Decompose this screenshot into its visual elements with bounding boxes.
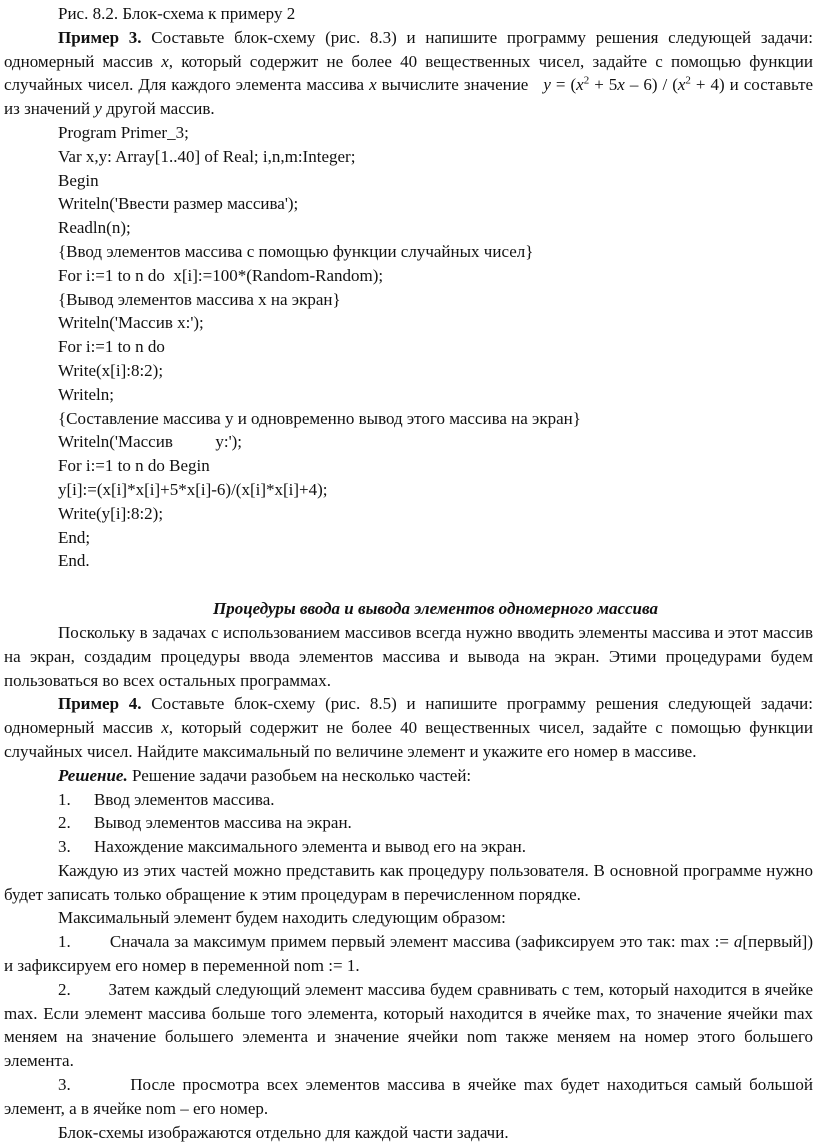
code-line: Writeln('Массив y:'); — [58, 432, 243, 452]
solution-label: Решение. — [58, 765, 128, 785]
code-line: For i:=1 to n do — [58, 337, 165, 357]
code-line: {Вывод элементов массива x на экран} — [58, 289, 341, 309]
example-4-paragraph: Пример 4. Составьте блок-схему (рис. 8.5) и напишите программу решения следующей задачи: одномерный массив x, который содержит не более 40 вещественных чисел, задайте с помощью функции случайных чисел. Найдите максимальный по величине элемент и укажите его номер в массиве. — [4, 694, 813, 761]
step-2-paragraph: 2. Затем каждый следующий элемент массива будем сравнивать с тем, который находится в ячейке max. Если элемент массива больше того элемента, который находится в ячейке max, то значение ячейки max меняем на значение большего элемента и значение ячейки nom также меняем на номер этого большего элемента. — [4, 979, 813, 1071]
list-item: 1. Ввод элементов массива. — [58, 789, 275, 809]
code-line: End; — [58, 527, 91, 547]
closing-paragraph: Блок-схемы изображаются отдельно для каждой части задачи. — [58, 1122, 509, 1142]
example-3-paragraph: Пример 3. Составьте блок-схему (рис. 8.3) и напишите программу решения следующей задачи: одномерный массив x, который содержит не более 40 вещественных чисел, задайте с помощью функции случайных чисел. Для каждого элемента массива x вычислите значение $y = (x^2 + 5x - 6) / (x^2 + 4)$ и составьте из значений y другой массив. — [4, 27, 814, 119]
intro-paragraph: Поскольку в задачах с использованием массивов всегда нужно вводить элементы массива и этот массив на экран, создадим процедуры ввода элементов массива и вывода на экран. Этими процедурами будем пользоваться во всех остальных программах. — [4, 622, 813, 690]
code-line: End. — [58, 551, 90, 571]
code-line: Var x,y: Array[1..40] of Real; i,n,m:Integer; — [58, 146, 356, 166]
example-4-label: Пример 4. — [58, 694, 142, 714]
parts-paragraph: Каждую из этих частей можно представить как процедуру пользователя. В основной программе нужно будет записать только обращение к этим процедурам в перечисленном порядке. — [4, 860, 813, 904]
code-line: Write(x[i]:8:2); — [58, 360, 164, 380]
example-3-label: Пример 3. — [58, 27, 142, 47]
code-line: {Ввод элементов массива с помощью функции случайных чисел} — [58, 241, 534, 261]
section-heading: Процедуры ввода и вывода элементов одномерного массива — [212, 599, 658, 619]
list-item: 2. Вывод элементов массива на экран. — [58, 813, 352, 833]
code-line: Writeln; — [58, 384, 114, 404]
max-method-paragraph: Максимальный элемент будем находить следующим образом: — [58, 908, 506, 928]
code-line: For i:=1 to n do Begin — [58, 456, 210, 476]
code-line: Begin — [58, 170, 99, 190]
figure-caption: Рис. 8.2. Блок-схема к примеру 2 — [58, 4, 296, 23]
code-line: Writeln('Ввести размер массива'); — [58, 194, 299, 214]
formula: $y = (x^2 + 5x - 6) / (x^2 + 4)$ — [543, 74, 725, 95]
code-line: {Составление массива y и одновременно вывод этого массива на экран} — [58, 408, 581, 428]
code-listing — [4, 121, 813, 573]
code-line: Program Primer_3; — [58, 122, 189, 142]
code-line: Write(y[i]:8:2); — [58, 503, 164, 523]
parts-list — [4, 788, 813, 859]
code-line: For i:=1 to n do x[i]:=100*(Random-Random); — [58, 265, 384, 285]
code-line: Writeln('Массив x:'); — [58, 313, 204, 333]
code-line: y[i]:=(x[i]*x[i]+5*x[i]-6)/(x[i]*x[i]+4); — [58, 479, 328, 499]
step-1-paragraph: 1. Сначала за максимум примем первый элемент массива (зафиксируем это так: max := a[первый]) и зафиксируем его номер в переменной nom := 1. — [4, 932, 813, 976]
code-line: Readln(n); — [58, 218, 131, 238]
solution-paragraph: Решение. Решение задачи разобьем на несколько частей: — [58, 765, 472, 785]
list-item: 3. Нахождение максимального элемента и вывод его на экран. — [58, 837, 526, 857]
step-3-paragraph: 3. После просмотра всех элементов массива в ячейке max будет находиться самый большой элемент, а в ячейке nom – его номер. — [4, 1075, 813, 1118]
